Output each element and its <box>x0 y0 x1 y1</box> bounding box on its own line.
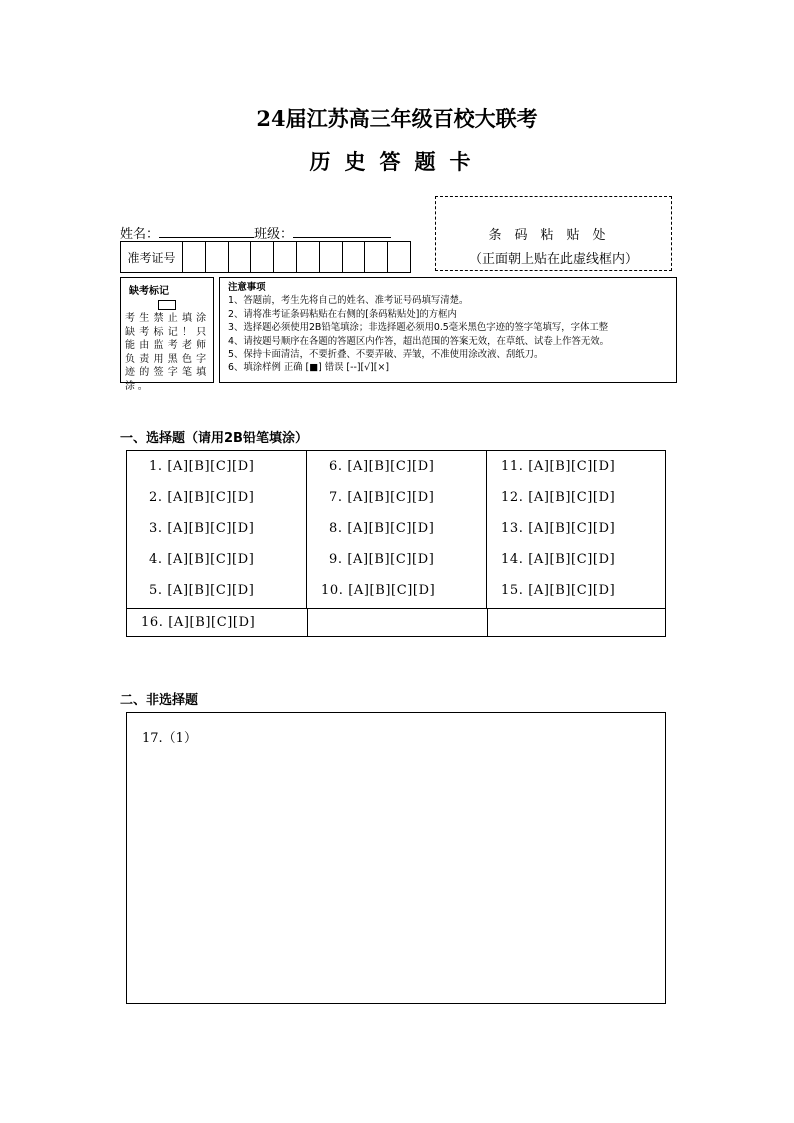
mc-question[interactable]: 10. [A][B][C][D] <box>321 583 436 598</box>
student-info-line <box>120 223 391 242</box>
free-response-area[interactable] <box>126 712 666 1004</box>
notes-item: 4、请按题号顺序在各题的答题区内作答，超出范围的答案无效，在草纸、试卷上作答无效。 <box>228 335 609 347</box>
mc-question[interactable]: 2. [A][B][C][D] <box>149 490 255 505</box>
name-field[interactable] <box>159 224 254 238</box>
exam-number-cell[interactable] <box>388 242 410 272</box>
mc-cell-divider <box>487 608 488 637</box>
question-17-label: 17.（1） <box>142 731 197 746</box>
mc-question[interactable]: 12. [A][B][C][D] <box>501 490 616 505</box>
exam-number-cell[interactable] <box>297 242 320 272</box>
notes-item: 1、答题前，考生先将自己的姓名、准考证号码填写清楚。 <box>228 295 469 307</box>
section2-heading: 二、非选择题 <box>120 693 199 708</box>
mc-question[interactable]: 6. [A][B][C][D] <box>329 459 435 474</box>
answer-sheet-title: 历史答题卡 <box>309 149 485 174</box>
notes-item: 6、填涂样例 正确 [■] 错误 [--][√][×] <box>228 362 389 374</box>
notes-item: 2、请将准考证条码粘贴在右侧的[条码粘贴处]的方框内 <box>228 308 457 320</box>
notes-title: 注意事项 <box>228 282 266 293</box>
notes-item: 3、选择题必须使用2B铅笔填涂；非选择题必须用0.5毫米黑色字迹的签字笔填写，字体工整 <box>228 322 609 334</box>
exam-number-cell[interactable] <box>229 242 252 272</box>
mc-question[interactable]: 3. [A][B][C][D] <box>149 521 255 536</box>
mc-question[interactable]: 4. [A][B][C][D] <box>149 552 255 567</box>
mc-row-divider <box>127 608 665 609</box>
mc-cell-divider <box>307 608 308 637</box>
absent-mark-title: 缺考标记 <box>129 286 169 297</box>
exam-number-cell[interactable] <box>365 242 388 272</box>
exam-number-box <box>120 241 411 273</box>
mc-question[interactable]: 5. [A][B][C][D] <box>149 583 255 598</box>
multiple-choice-grid <box>126 450 666 637</box>
mc-question[interactable]: 11. [A][B][C][D] <box>501 459 616 474</box>
barcode-area <box>435 196 672 271</box>
exam-number-cell[interactable] <box>183 242 206 272</box>
absent-mark-text: 考生禁止填涂缺考标记！只能由监考老师负责用黑色字迹的签字笔填涂。 <box>125 313 209 392</box>
exam-title: 24届江苏高三年级百校大联考 <box>256 106 538 131</box>
section1-heading: 一、选择题（请用2B铅笔填涂） <box>120 431 308 446</box>
exam-number-cell[interactable] <box>274 242 297 272</box>
class-label: 班级： <box>254 227 294 242</box>
mc-question[interactable]: 16. [A][B][C][D] <box>141 615 256 630</box>
exam-number-cell[interactable] <box>320 242 343 272</box>
mc-question[interactable]: 15. [A][B][C][D] <box>501 583 616 598</box>
notes-box <box>219 277 677 383</box>
barcode-note: （正面朝上贴在此虚线框内） <box>468 252 638 267</box>
absent-mark-box <box>120 277 214 392</box>
exam-number-label: 准考证号 <box>121 242 183 272</box>
mc-question[interactable]: 1. [A][B][C][D] <box>149 459 255 474</box>
mc-question[interactable]: 8. [A][B][C][D] <box>329 521 435 536</box>
exam-number-cell[interactable] <box>206 242 229 272</box>
mc-question[interactable]: 9. [A][B][C][D] <box>329 552 435 567</box>
exam-number-cell[interactable] <box>251 242 274 272</box>
mc-question[interactable]: 7. [A][B][C][D] <box>329 490 435 505</box>
absent-mark-checkbox[interactable] <box>158 300 176 310</box>
notes-item: 5、保持卡面清洁，不要折叠、不要弄破、弄皱，不准使用涂改液、刮纸刀。 <box>228 349 544 361</box>
name-label: 姓名： <box>120 227 160 242</box>
mc-question[interactable]: 14. [A][B][C][D] <box>501 552 616 567</box>
exam-number-cell[interactable] <box>343 242 366 272</box>
class-field[interactable] <box>293 224 391 238</box>
mc-question[interactable]: 13. [A][B][C][D] <box>501 521 616 536</box>
barcode-title: 条码粘贴处 <box>488 228 619 243</box>
